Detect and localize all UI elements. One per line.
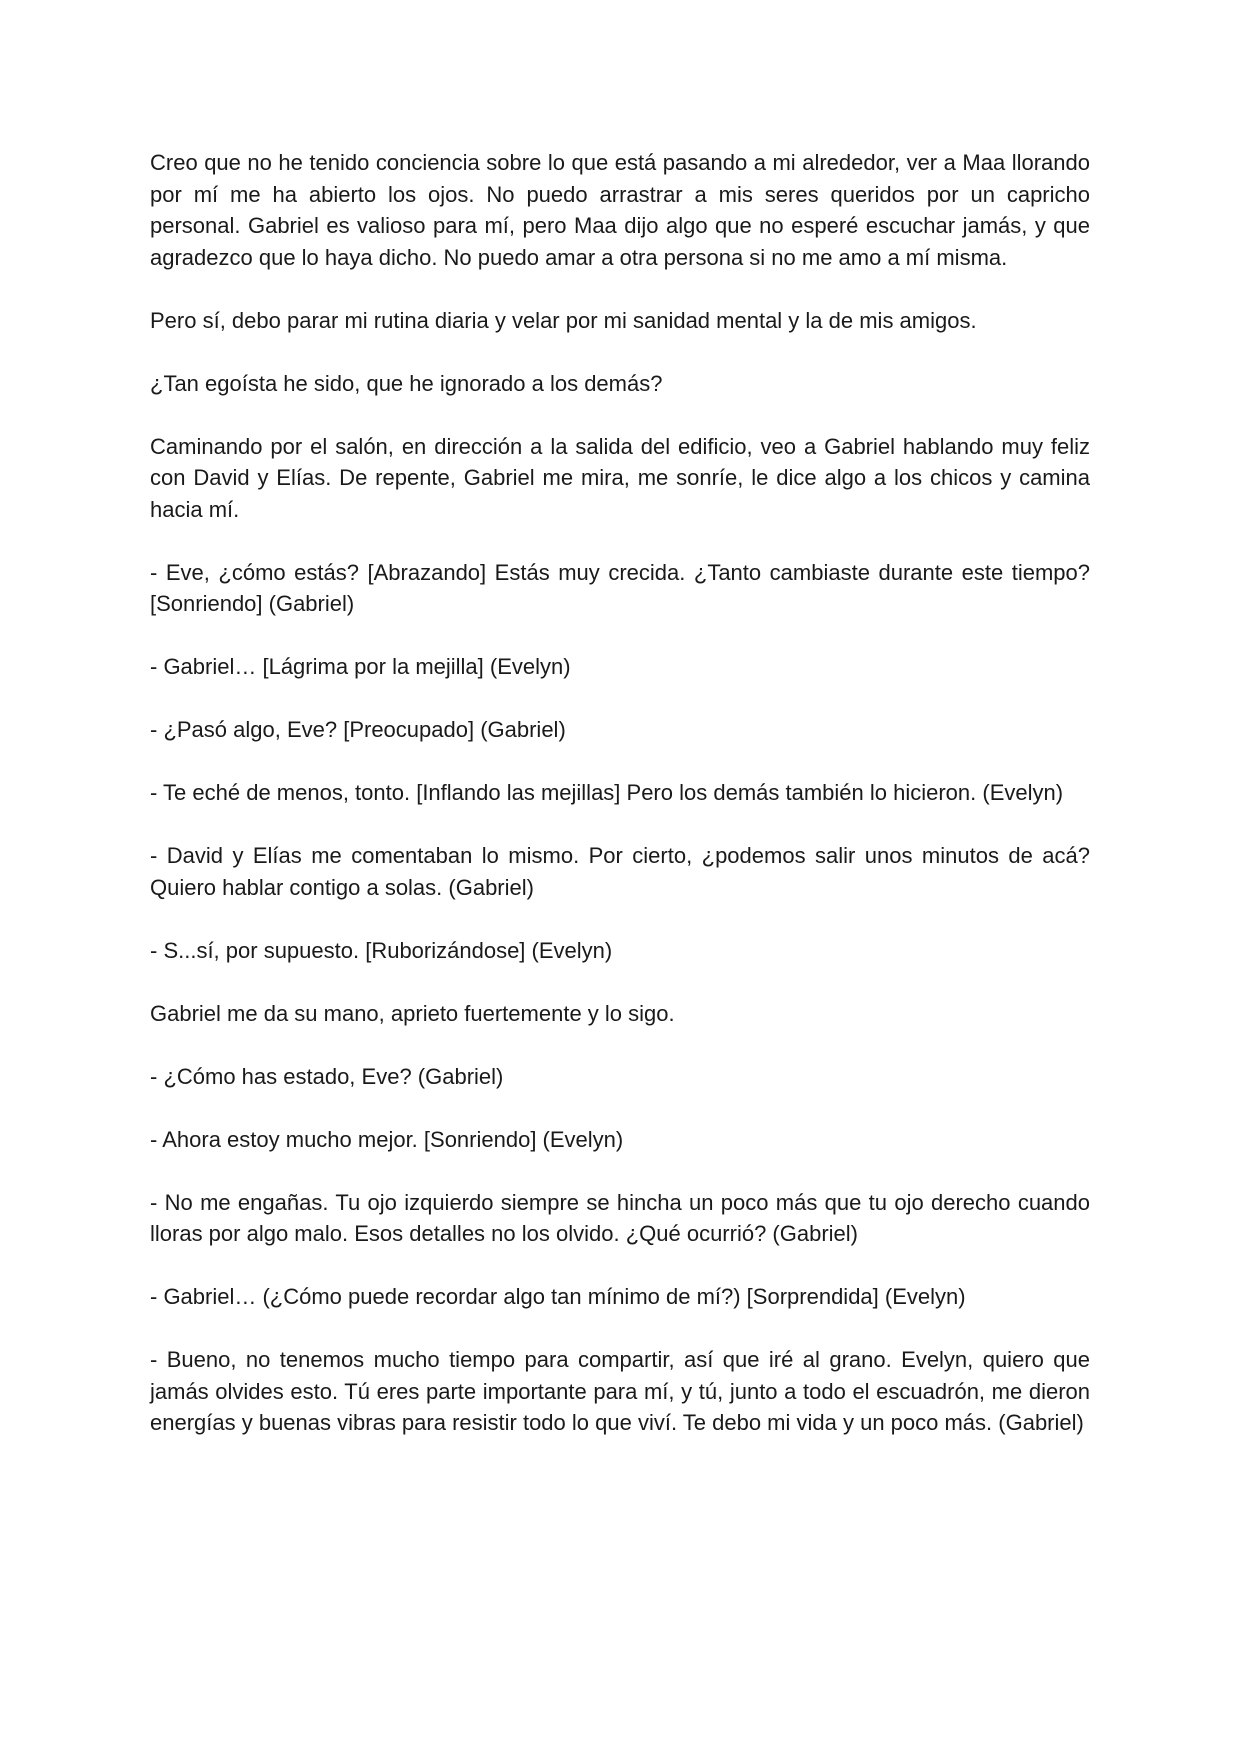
paragraph: Gabriel me da su mano, aprieto fuertemente y lo sigo. [150, 1000, 675, 1026]
dialogue-line: - Gabriel… (¿Cómo puede recordar algo tan mínimo de mí?) [Sorprendida] (Evelyn) [150, 1284, 966, 1309]
dialogue-line: - Gabriel… [Lágrima por la mejilla] (Evelyn) [150, 654, 571, 679]
document-body [150, 147, 1090, 1470]
dialogue-line: - Bueno, no tenemos mucho tiempo para compartir, así que iré al grano. Evelyn, quiero que jamás olvides esto. Tú eres parte importante para mí, y tú, junto a todo el escuadrón, me dieron energías y buenas vibras para resistir todo lo que viví. Te debo mi vida y un poco más. (Gabriel) [150, 1347, 1090, 1435]
dialogue-line: - ¿Pasó algo, Eve? [Preocupado] (Gabriel) [150, 717, 566, 742]
dialogue-line: - Ahora estoy mucho mejor. [Sonriendo] (Evelyn) [150, 1126, 624, 1152]
dialogue-line: - Te eché de menos, tonto. [Inflando las mejillas] Pero los demás también lo hicieron. (Evelyn) [150, 780, 1064, 805]
dialogue-line: - S...sí, por supuesto. [Ruborizándose] (Evelyn) [150, 937, 613, 963]
paragraph: ¿Tan egoísta he sido, que he ignorado a los demás? [150, 370, 663, 396]
dialogue-line: - David y Elías me comentaban lo mismo. Por cierto, ¿podemos salir unos minutos de acá? Quiero hablar contigo a solas. (Gabriel) [150, 843, 1090, 900]
dialogue-line: - ¿Cómo has estado, Eve? (Gabriel) [150, 1063, 504, 1089]
dialogue-line: - No me engañas. Tu ojo izquierdo siempre se hincha un poco más que tu ojo derecho cuando lloras por algo malo. Esos detalles no los olvido. ¿Qué ocurrió? (Gabriel) [150, 1189, 1090, 1246]
paragraph: Caminando por el salón, en dirección a la salida del edificio, veo a Gabriel hablando muy feliz con David y Elías. De repente, Gabriel me mira, me sonríe, le dice algo a los chicos y camina hacia mí. [150, 433, 1090, 522]
paragraph: Pero sí, debo parar mi rutina diaria y velar por mi sanidad mental y la de mis amigos. [150, 307, 977, 333]
paragraph: Creo que no he tenido conciencia sobre lo que está pasando a mi alrededor, ver a Maa llorando por mí me ha abierto los ojos. No puedo arrastrar a mis seres queridos por un capricho personal. Gabriel es valioso para mí, pero Maa dijo algo que no esperé escuchar jamás, y que agradezco que lo haya dicho. No puedo amar a otra persona si no me amo a mí misma. [150, 150, 1090, 270]
dialogue-line: - Eve, ¿cómo estás? [Abrazando] Estás muy crecida. ¿Tanto cambiaste durante este tiempo? [Sonriendo] (Gabriel) [150, 559, 1090, 616]
